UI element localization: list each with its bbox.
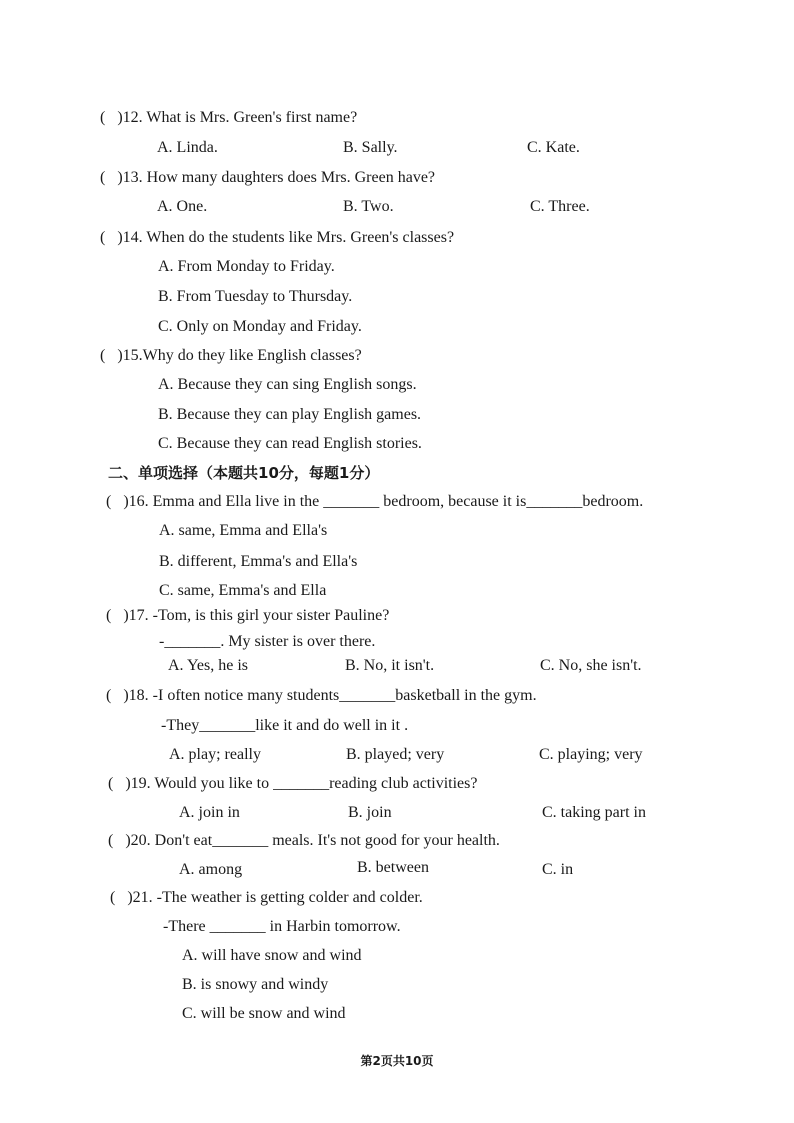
q17-option-c: C. No, she isn't.: [540, 657, 642, 674]
q17-option-a: A. Yes, he is: [168, 657, 249, 674]
q21-option-c: C. will be snow and wind: [182, 1005, 346, 1022]
q13-stem: ( )13. How many daughters does Mrs. Green have?: [100, 169, 436, 186]
q12-stem: ( )12. What is Mrs. Green's first name?: [100, 109, 358, 126]
q12-option-a: A. Linda.: [157, 139, 218, 156]
q15-stem: ( )15.Why do they like English classes?: [100, 347, 362, 364]
q13-option-a: A. One.: [157, 198, 208, 215]
q21-option-a: A. will have snow and wind: [182, 947, 362, 964]
q20-stem: ( )20. Don't eat_______ meals. It's not good for your health.: [108, 832, 500, 849]
q16-option-b: B. different, Emma's and Ella's: [159, 553, 358, 570]
q17-option-b: B. No, it isn't.: [345, 657, 435, 674]
q13-option-c: C. Three.: [530, 198, 590, 215]
q18-option-c: C. playing; very: [539, 746, 643, 763]
q14-option-a: A. From Monday to Friday.: [158, 258, 335, 275]
q14-option-b: B. From Tuesday to Thursday.: [158, 288, 353, 305]
q16-option-c: C. same, Emma's and Ella: [159, 582, 327, 599]
q18-option-b: B. played; very: [346, 746, 445, 763]
q12-option-b: B. Sally.: [343, 139, 398, 156]
q20-option-c: C. in: [542, 861, 574, 878]
page-number: 第2页共10页: [360, 1054, 434, 1068]
q15-option-a: A. Because they can sing English songs.: [158, 376, 417, 393]
q19-stem: ( )19. Would you like to _______reading club activities?: [108, 775, 478, 792]
q16-stem: ( )16. Emma and Ella live in the _______ bedroom, because it is_______bedroom.: [106, 493, 644, 510]
q18-stem: ( )18. -I often notice many students_______basketball in the gym.: [106, 687, 537, 704]
q20-option-a: A. among: [179, 861, 243, 878]
q13-option-b: B. Two.: [343, 198, 394, 215]
q19-option-a: A. join in: [179, 804, 240, 821]
q21-option-b: B. is snowy and windy: [182, 976, 329, 993]
q14-stem: ( )14. When do the students like Mrs. Green's classes?: [100, 229, 455, 246]
q17-stem: ( )17. -Tom, is this girl your sister Pauline?: [106, 607, 390, 624]
q15-option-c: C. Because they can read English stories.: [158, 435, 422, 452]
section-2-heading: 二、单项选择（本题共10分，每题1分）: [108, 464, 380, 482]
q18-option-a: A. play; really: [169, 746, 261, 763]
q12-option-c: C. Kate.: [527, 139, 580, 156]
q17-response: -_______. My sister is over there.: [159, 633, 376, 650]
q16-option-a: A. same, Emma and Ella's: [159, 522, 328, 539]
q21-response: -There _______ in Harbin tomorrow.: [163, 918, 401, 935]
q19-option-b: B. join: [348, 804, 392, 821]
q18-response: -They_______like it and do well in it .: [161, 717, 409, 734]
q20-option-b: B. between: [357, 859, 429, 876]
q15-option-b: B. Because they can play English games.: [158, 406, 422, 423]
q14-option-c: C. Only on Monday and Friday.: [158, 318, 362, 335]
q19-option-c: C. taking part in: [542, 804, 646, 821]
q21-stem: ( )21. -The weather is getting colder and colder.: [110, 889, 423, 906]
